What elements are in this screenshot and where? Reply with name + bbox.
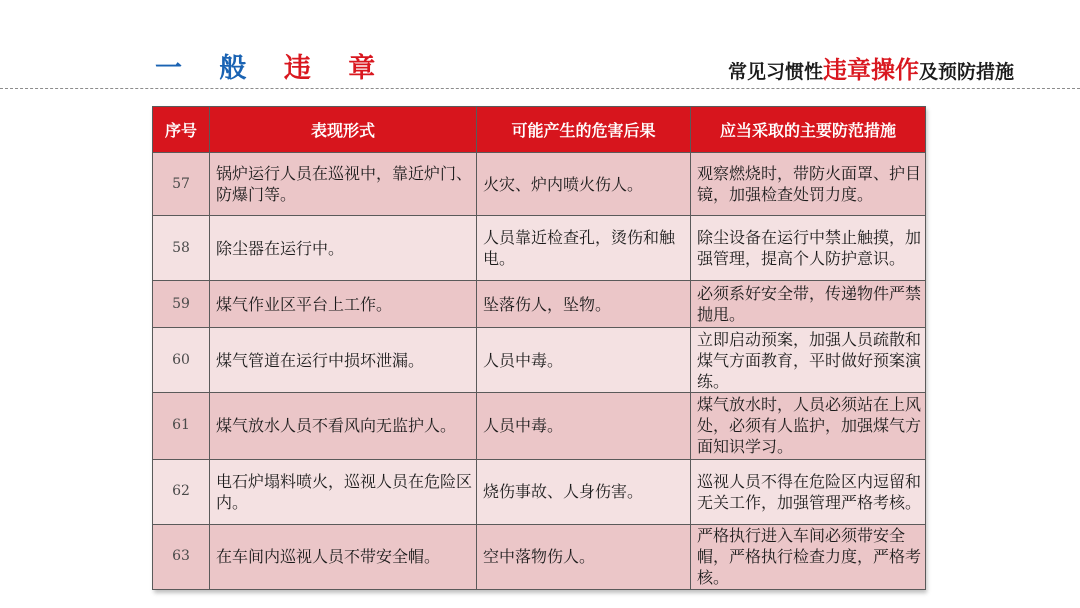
table-row bbox=[153, 459, 926, 524]
column-header-harm: 可能产生的危害后果 bbox=[477, 107, 691, 153]
table-row bbox=[153, 281, 926, 328]
row-harm: 烧伤事故、人身伤害。 bbox=[477, 459, 691, 524]
row-form: 煤气管道在运行中损坏泄漏。 bbox=[210, 328, 477, 393]
row-measure: 除尘设备在运行中禁止触摸，加强管理，提高个人防护意识。 bbox=[691, 216, 926, 281]
row-number: 60 bbox=[153, 328, 210, 393]
header-divider bbox=[0, 88, 1080, 89]
row-number: 63 bbox=[153, 524, 210, 589]
table-row bbox=[153, 524, 926, 589]
subtitle-emphasis: 违章操作 bbox=[822, 56, 919, 84]
section-title-part2: 违 章 bbox=[283, 53, 390, 84]
row-measure: 必须系好安全带，传递物件严禁抛甩。 bbox=[691, 281, 926, 328]
row-harm: 坠落伤人，坠物。 bbox=[477, 281, 691, 328]
column-header-form: 表现形式 bbox=[210, 107, 477, 153]
table-row bbox=[153, 393, 926, 459]
row-measure: 严格执行进入车间必须带安全帽，严格执行检查力度，严格考核。 bbox=[691, 524, 926, 589]
row-form: 煤气作业区平台上工作。 bbox=[210, 281, 477, 328]
table-row bbox=[153, 328, 926, 393]
column-header-number: 序号 bbox=[153, 107, 210, 153]
row-number: 62 bbox=[153, 459, 210, 524]
row-measure: 煤气放水时，人员必须站在上风处，必须有人监护，加强煤气方面知识学习。 bbox=[691, 393, 926, 459]
row-number: 59 bbox=[153, 281, 210, 328]
row-form: 在车间内巡视人员不带安全帽。 bbox=[210, 524, 477, 589]
row-harm: 人员靠近检查孔，烫伤和触电。 bbox=[477, 216, 691, 281]
subtitle-post: 及预防措施 bbox=[918, 61, 1014, 83]
subtitle-pre: 常见习惯性 bbox=[727, 61, 823, 83]
table-header-row bbox=[153, 107, 926, 153]
row-form: 除尘器在运行中。 bbox=[210, 216, 477, 281]
section-title-part1: 一 般 bbox=[155, 53, 261, 84]
row-measure: 巡视人员不得在危险区内逗留和无关工作，加强管理严格考核。 bbox=[691, 459, 926, 524]
row-form: 锅炉运行人员在巡视中，靠近炉门、防爆门等。 bbox=[210, 153, 477, 216]
page-subtitle bbox=[728, 50, 1014, 85]
section-title bbox=[155, 46, 389, 85]
row-form: 电石炉塌料喷火，巡视人员在危险区内。 bbox=[210, 459, 477, 524]
row-harm: 空中落物伤人。 bbox=[477, 524, 691, 589]
row-measure: 观察燃烧时，带防火面罩、护目镜，加强检查处罚力度。 bbox=[691, 153, 926, 216]
row-harm: 人员中毒。 bbox=[477, 393, 691, 459]
row-harm: 人员中毒。 bbox=[477, 328, 691, 393]
column-header-measure: 应当采取的主要防范措施 bbox=[691, 107, 926, 153]
row-measure: 立即启动预案，加强人员疏散和煤气方面教育，平时做好预案演练。 bbox=[691, 328, 926, 393]
table-row bbox=[153, 216, 926, 281]
violation-table bbox=[152, 106, 926, 590]
row-form: 煤气放水人员不看风向无监护人。 bbox=[210, 393, 477, 459]
row-number: 61 bbox=[153, 393, 210, 459]
row-harm: 火灾、炉内喷火伤人。 bbox=[477, 153, 691, 216]
row-number: 58 bbox=[153, 216, 210, 281]
violation-table-container bbox=[152, 106, 925, 590]
table-row bbox=[153, 153, 926, 216]
row-number: 57 bbox=[153, 153, 210, 216]
